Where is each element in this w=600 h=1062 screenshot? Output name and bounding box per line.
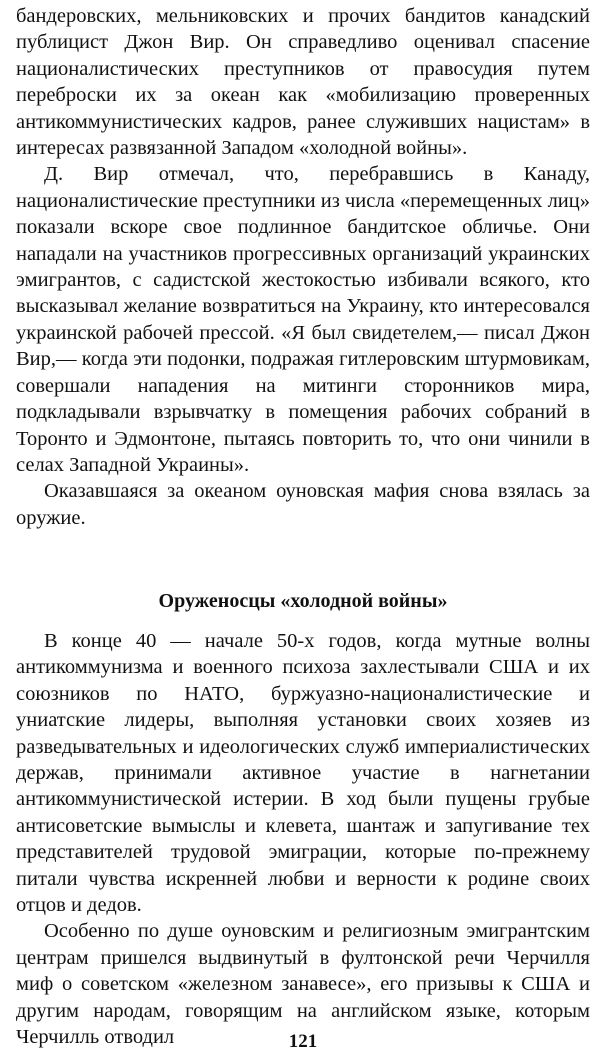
paragraph-fulton-speech: Особенно по душе оуновским и религиозным эмигрантским центрам пришелся выдвинутый в фултонской речи Черчилля миф о советском «железном занавесе», его призывы к США и другим народам, говорящим на английском языке, которым Черчилль отводил <box>16 920 590 1049</box>
paragraph-late-forties: В конце 40 — начале 50-х годов, когда мутные волны антикоммунизма и военного психоза захлестывали США и их союзников по НАТО, буржуазно-националистические и униатские лидеры, выполняя установки своих хозяев из разведывательных и идеологических служб империалистических держав, принимали активное участие в нагнетании антикоммунистической истерии. В ход были пущены грубые антисоветские вымыслы и клевета, шантаж и запугивание тех представителей трудовой эмиграции, которые по-прежнему питали чувства искренней любви и верности к родине своих отцов и дедов. <box>16 630 590 917</box>
top-text-block <box>16 3 590 531</box>
paragraph-mafia-armed: Оказавшаяся за океаном оуновская мафия снова взялась за оружие. <box>16 480 590 529</box>
paragraph-weir-testimony: Д. Вир отмечал, что, перебравшись в Канаду, националистические преступники из числа «перемещенных лиц» показали вскоре свое подлинное бандитское обличье. Они нападали на участников прогрессивных организаций украинских эмигрантов, с садистской жестокостью избивали всякого, кто высказывал желание возвратиться на Украину, кто интересовался украинской рабочей прессой. «Я был свидетелем,— писал Джон Вир,— когда эти подонки, подражая гитлеровским штурмовикам, совершали нападения на митинги сторонников мира, подкладывали взрывчатку в помещения рабочих собраний в Торонто и Эдмонтоне, пытаясь повторить то, что они чинили в селах Западной Украины». <box>16 163 590 476</box>
section-heading: Оруженосцы «холодной войны» <box>158 590 448 612</box>
page-number: 121 <box>288 1031 318 1052</box>
paragraph-continued: бандеровских, мельниковских и прочих бандитов канадский публицист Джон Вир. Он справедливо оценивал спасение националистических преступников от правосудия путем переброски их за океан как «мобилизацию проверенных антикоммунистических кадров, ранее служивших нацистам» в интересах развязанной Западом «холодной войны». <box>16 5 590 160</box>
document-page <box>16 0 590 1062</box>
bottom-text-block <box>16 628 590 1051</box>
